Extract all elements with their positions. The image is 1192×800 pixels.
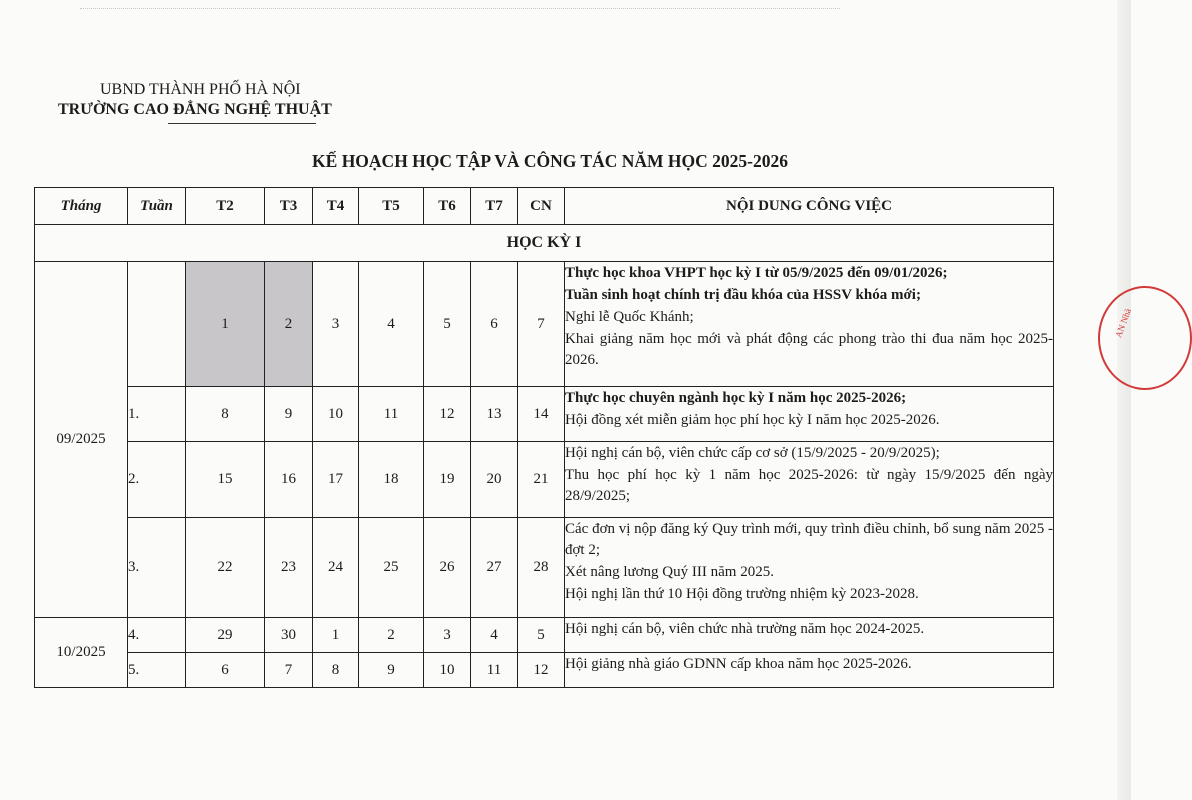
col-header-t2: T2 xyxy=(186,188,265,225)
task-item: Các đơn vị nộp đăng ký Quy trình mới, quy trình điều chỉnh, bổ sung năm 2025 - đợt 2; xyxy=(565,521,1053,558)
document-title: KẾ HOẠCH HỌC TẬP VÀ CÔNG TÁC NĂM HỌC 2025-2026 xyxy=(312,151,788,171)
day-cell: 12 xyxy=(518,653,565,688)
day-cell: 5 xyxy=(518,618,565,653)
day-cell: 4 xyxy=(359,262,424,387)
task-item: Hội nghị cán bộ, viên chức nhà trường năm học 2024-2025. xyxy=(565,621,925,637)
day-cell: 30 xyxy=(265,618,313,653)
month-cell: 09/2025 xyxy=(35,262,128,618)
day-cell: 18 xyxy=(359,442,424,518)
day-cell: 14 xyxy=(518,387,565,442)
col-header-t3: T3 xyxy=(265,188,313,225)
day-cell: 2 xyxy=(359,618,424,653)
week-number: 2. xyxy=(128,442,186,518)
task-item: Thực học chuyên ngành học kỳ I năm học 2025-2026; xyxy=(565,390,907,406)
week-number: 1. xyxy=(128,387,186,442)
day-cell: 27 xyxy=(471,518,518,618)
day-cell: 17 xyxy=(313,442,359,518)
org-parent: UBND THÀNH PHỐ HÀ NỘI xyxy=(100,81,301,98)
day-cell: 19 xyxy=(424,442,471,518)
task-item: Tuần sinh hoạt chính trị đầu khóa của HSSV khóa mới; xyxy=(565,287,921,303)
task-item: Hội giảng nhà giáo GDNN cấp khoa năm học 2025-2026. xyxy=(565,656,912,672)
task-content-cell xyxy=(565,618,1054,653)
task-item: Thực học khoa VHPT học kỳ I từ 05/9/2025 đến 09/01/2026; xyxy=(565,265,948,281)
day-cell: 11 xyxy=(471,653,518,688)
col-header-cn: CN xyxy=(518,188,565,225)
day-cell: 11 xyxy=(359,387,424,442)
week-row xyxy=(35,618,1054,653)
week-row xyxy=(35,387,1054,442)
day-cell: 25 xyxy=(359,518,424,618)
day-cell: 7 xyxy=(265,653,313,688)
day-cell: 10 xyxy=(313,387,359,442)
day-cell: 23 xyxy=(265,518,313,618)
org-underline xyxy=(168,123,316,124)
task-item: Thu học phí học kỳ 1 năm học 2025-2026: từ ngày 15/9/2025 đến ngày 28/9/2025; xyxy=(565,467,1053,504)
header-row xyxy=(35,188,1054,225)
week-row xyxy=(35,442,1054,518)
task-content-cell xyxy=(565,262,1054,387)
day-cell: 12 xyxy=(424,387,471,442)
week-number: 5. xyxy=(128,653,186,688)
month-cell: 10/2025 xyxy=(35,618,128,688)
day-cell: 2 xyxy=(265,262,313,387)
task-item: Xét nâng lương Quý III năm 2025. xyxy=(565,564,774,580)
task-content-cell xyxy=(565,387,1054,442)
day-cell: 1 xyxy=(313,618,359,653)
day-cell: 5 xyxy=(424,262,471,387)
col-header-month: Tháng xyxy=(35,188,128,225)
semester-row xyxy=(35,225,1054,262)
day-cell: 26 xyxy=(424,518,471,618)
col-header-t5: T5 xyxy=(359,188,424,225)
plan-table xyxy=(34,187,1054,688)
semester-label: HỌC KỲ I xyxy=(35,225,1054,262)
week-number: 4. xyxy=(128,618,186,653)
day-cell: 6 xyxy=(186,653,265,688)
red-seal-stamp xyxy=(1098,286,1192,390)
col-header-t4: T4 xyxy=(313,188,359,225)
day-cell: 10 xyxy=(424,653,471,688)
task-item: Hội đồng xét miễn giảm học phí học kỳ I năm học 2025-2026. xyxy=(565,412,940,428)
day-cell: 7 xyxy=(518,262,565,387)
task-item: Hội nghị cán bộ, viên chức cấp cơ sở (15/9/2025 - 20/9/2025); xyxy=(565,445,940,461)
day-cell: 9 xyxy=(359,653,424,688)
task-content-cell xyxy=(565,442,1054,518)
task-item: Khai giảng năm học mới và phát động các phong trào thi đua năm học 2025-2026. xyxy=(565,331,1053,368)
day-cell: 13 xyxy=(471,387,518,442)
task-content-cell xyxy=(565,518,1054,618)
day-cell: 3 xyxy=(424,618,471,653)
day-cell: 21 xyxy=(518,442,565,518)
day-cell: 22 xyxy=(186,518,265,618)
day-cell: 8 xyxy=(186,387,265,442)
day-cell: 29 xyxy=(186,618,265,653)
scan-artifact xyxy=(80,8,840,11)
week-number xyxy=(128,262,186,387)
col-header-week: Tuần xyxy=(128,188,186,225)
stamp-text: AN Nhà xyxy=(1113,307,1133,339)
day-cell: 8 xyxy=(313,653,359,688)
col-header-t7: T7 xyxy=(471,188,518,225)
day-cell: 3 xyxy=(313,262,359,387)
week-row xyxy=(35,262,1054,387)
day-cell: 24 xyxy=(313,518,359,618)
task-content-cell xyxy=(565,653,1054,688)
day-cell: 1 xyxy=(186,262,265,387)
day-cell: 15 xyxy=(186,442,265,518)
week-row xyxy=(35,518,1054,618)
col-header-content: NỘI DUNG CÔNG VIỆC xyxy=(565,188,1054,225)
task-item: Nghỉ lễ Quốc Khánh; xyxy=(565,309,694,325)
col-header-t6: T6 xyxy=(424,188,471,225)
task-item: Hội nghị lần thứ 10 Hội đồng trường nhiệm kỳ 2023-2028. xyxy=(565,586,919,602)
week-number: 3. xyxy=(128,518,186,618)
day-cell: 28 xyxy=(518,518,565,618)
day-cell: 16 xyxy=(265,442,313,518)
organization-header xyxy=(58,80,332,120)
org-name: TRƯỜNG CAO ĐẲNG NGHỆ THUẬT xyxy=(58,101,332,118)
day-cell: 20 xyxy=(471,442,518,518)
day-cell: 6 xyxy=(471,262,518,387)
page-edge-shadow xyxy=(1117,0,1131,800)
day-cell: 4 xyxy=(471,618,518,653)
day-cell: 9 xyxy=(265,387,313,442)
week-row xyxy=(35,653,1054,688)
